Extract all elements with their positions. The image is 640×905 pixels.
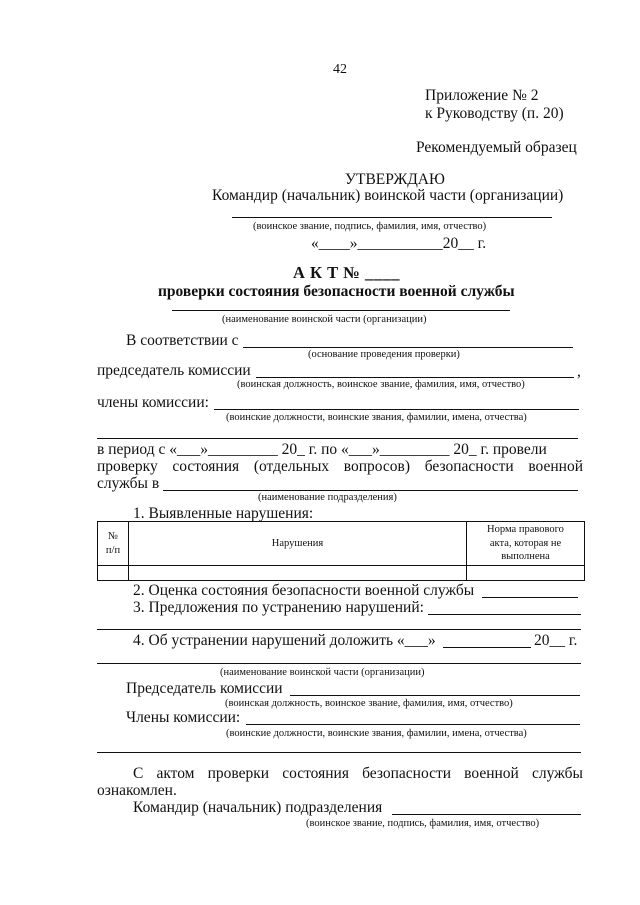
- acquaint-word: военной: [464, 765, 519, 782]
- section2: 2. Оценка состояния безопасности военной службы: [133, 582, 475, 599]
- members-line-2: [97, 438, 578, 439]
- members-line: [214, 409, 579, 410]
- section3: 3. Предложения по устранению нарушений:: [133, 599, 424, 616]
- table-row: [98, 566, 585, 581]
- violations-table: [97, 521, 585, 581]
- approve-commander: Командир (начальник) воинской части (организации): [212, 187, 564, 204]
- table-header-norm-3: выполнена: [501, 551, 550, 563]
- table-header-norm: [467, 522, 585, 566]
- acquaint-commander-label: Командир (начальник) подразделения: [133, 799, 383, 816]
- footer-chair-line: [290, 695, 580, 696]
- footer-members-line: [246, 724, 580, 725]
- basis-label: В соответствии с: [126, 332, 239, 349]
- basis-caption: (основание проведения проверки): [308, 349, 460, 360]
- chair-label: председатель комиссии: [97, 362, 251, 379]
- footer-chair-label: Председатель комиссии: [126, 680, 283, 697]
- period-word: проверку: [97, 458, 158, 475]
- section4-year: 20__ г.: [534, 632, 578, 649]
- period-word: вопросов): [343, 458, 411, 475]
- section4-date-line: [443, 647, 531, 648]
- acquaint-line-1: [133, 766, 583, 782]
- acquaint-caption: (воинское звание, подпись, фамилия, имя, отчество): [306, 818, 540, 829]
- period-line-2: [97, 459, 583, 475]
- acquaint-line-2: ознакомлен.: [97, 782, 177, 799]
- page-number: 42: [333, 62, 347, 77]
- table-header-number-1: №: [107, 530, 119, 542]
- table-header-number-2: п/п: [105, 544, 121, 556]
- sample-note: Рекомендуемый образец: [416, 139, 577, 156]
- acquaint-word: состояния: [282, 765, 349, 782]
- acquaint-word: безопасности: [362, 765, 452, 782]
- subdivision-caption: (наименование подразделения): [258, 492, 397, 503]
- section3-line-2: [97, 629, 581, 630]
- chair-caption: (воинская должность, воинское звание, фамилия, имя, отчество): [237, 379, 525, 390]
- appendix-reference: к Руководству (п. 20): [425, 105, 564, 122]
- period-line-3-label: службы в: [97, 475, 160, 492]
- members-caption: (воинские должности, воинские звания, фамилии, имена, отчества): [226, 412, 527, 423]
- acquaint-commander-line: [392, 814, 581, 815]
- acquaint-word: актом: [156, 765, 195, 782]
- table-cell: [98, 566, 129, 581]
- section4: 4. Об устранении нарушений доложить «___»: [133, 632, 436, 649]
- members-label: члены комиссии:: [97, 394, 209, 411]
- period-line-1: в период с «___»_________ 20_ г. по «___»_________ 20_ г. провели: [97, 441, 547, 458]
- footer-members-line-2: [97, 752, 581, 753]
- act-unit-caption: (наименование воинской части (организации): [222, 314, 427, 325]
- table-header-norm-2: акта, которая не: [489, 537, 562, 549]
- footer-chair-caption: (воинская должность, воинское звание, фамилия, имя, отчество): [225, 698, 513, 709]
- footer-members-caption: (воинские должности, воинские звания, фамилии, имена, отчества): [226, 728, 527, 739]
- period-word: безопасности: [424, 458, 514, 475]
- table-header-norm-1: Норма правового: [487, 524, 564, 536]
- section4-line-2: [97, 663, 581, 664]
- approve-date: «____»___________20__ г.: [311, 235, 487, 252]
- act-unit-line: [172, 310, 510, 311]
- approve-signature-line: [232, 217, 552, 218]
- table-cell: [129, 566, 467, 581]
- period-word: состояния: [172, 458, 240, 475]
- section3-line: [428, 614, 581, 615]
- table-header-violations: Нарушения: [129, 522, 467, 566]
- acquaint-word: проверки: [207, 765, 270, 782]
- subdivision-line: [163, 490, 578, 491]
- approve-caption: (воинское звание, подпись, фамилия, имя, отчество): [253, 221, 487, 232]
- section2-line: [482, 597, 578, 598]
- acquaint-word: службы: [531, 765, 583, 782]
- section1-title: 1. Выявленные нарушения:: [133, 505, 314, 522]
- act-subtitle: проверки состояния безопасности военной службы: [158, 283, 515, 300]
- period-word: военной: [528, 458, 583, 475]
- period-word: (отдельных: [253, 458, 330, 475]
- appendix-number: Приложение № 2: [425, 87, 539, 104]
- table-header-number: [98, 522, 129, 566]
- acquaint-word: С: [133, 765, 144, 782]
- act-title: А К Т № ____: [293, 263, 400, 282]
- footer-members-label: Члены комиссии:: [126, 709, 241, 726]
- chair-line: [256, 377, 574, 378]
- footer-unit-caption: (наименование воинской части (организации): [220, 667, 425, 678]
- basis-line: [243, 347, 573, 348]
- approve-title: УТВЕРЖДАЮ: [345, 171, 445, 188]
- table-cell: [467, 566, 585, 581]
- chair-comma: ,: [577, 363, 581, 380]
